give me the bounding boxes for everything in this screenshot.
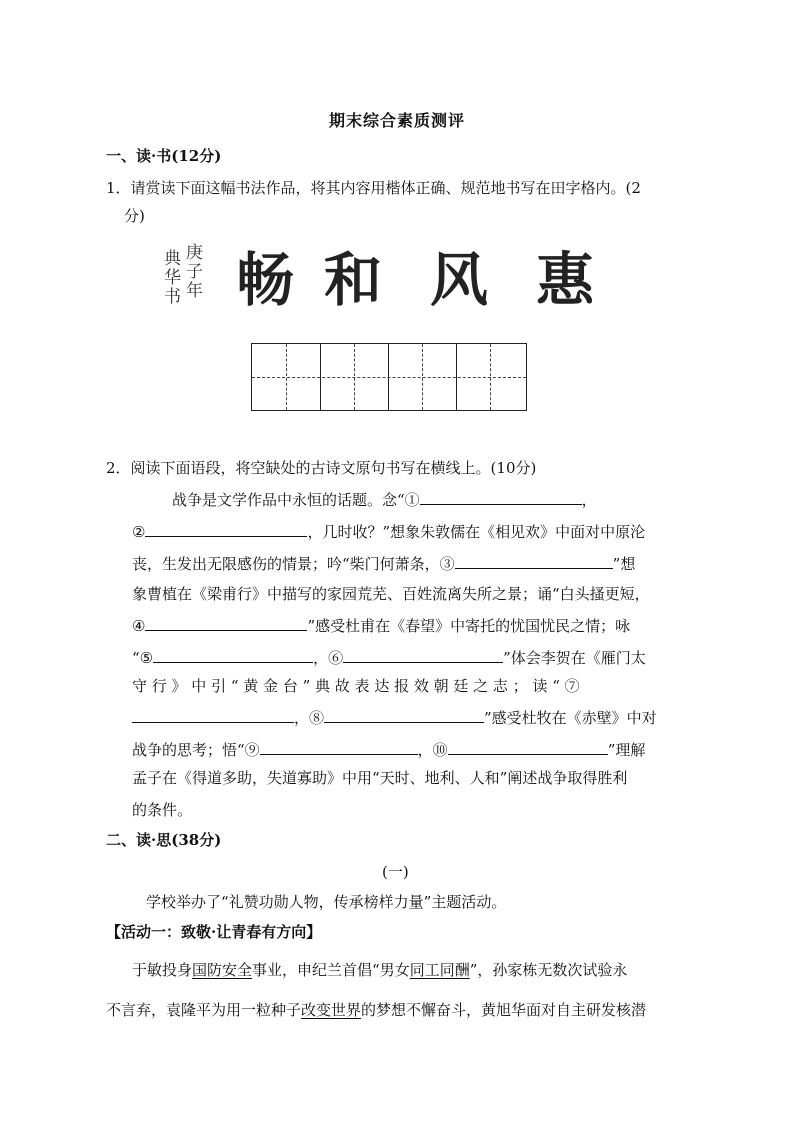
passage-line: 守 行 》 中 引 “ 黄 金 台 ” 典 故 表 达 报 效 朝 廷 之 志 ； 读 “ ⑦: [132, 677, 580, 695]
passage-line: 孟子在《得道多助，失道寡助》中用“天时、地利、人和”阐述战争取得胜利: [132, 769, 628, 787]
passage-line: 象曹植在《梁甫行》中描写的家园荒芜、百姓流离失所之景；诵“白头搔更短，: [132, 585, 650, 603]
answer-blank-2[interactable]: [145, 520, 307, 537]
question-1-score: 分): [124, 207, 145, 225]
answer-blank-5[interactable]: [153, 646, 313, 663]
part-label: (一): [382, 863, 409, 881]
section-heading-1: 一、读·书(12分): [106, 147, 222, 165]
calligraphy-char: 风: [430, 246, 489, 314]
answer-blank-3[interactable]: [455, 552, 613, 569]
passage-line: ，⑧ ”感受杜牧在《赤壁》中对: [132, 706, 657, 728]
calligraphy-char: 惠: [536, 246, 595, 314]
calligraphy-inscription-right: 典华书: [164, 249, 181, 307]
writing-grid[interactable]: [251, 343, 527, 411]
calligraphy-inscription-left: 庚子年: [186, 243, 203, 301]
passage-line: ② ，几时收？”想象朱敦儒在《相见欢》中面对中原沦: [132, 520, 645, 542]
calligraphy-char: 畅: [236, 246, 295, 314]
answer-blank-1[interactable]: [420, 488, 582, 505]
passage-line: 战争的思考；悟“⑨ ，⑩ ”理解: [132, 738, 645, 760]
activity-intro: 学校举办了“礼赞功勋人物，传承榜样力量”主题活动。: [146, 893, 507, 911]
activity-text-line: 不言弃，袁隆平为用一粒种子改变世界的梦想不懈奋斗，黄旭华面对自主研发核潜: [106, 1001, 647, 1019]
activity-text-line: 于敏投身国防安全事业，申纪兰首倡“男女同工同酬”，孙家栋无数次试验永: [132, 961, 628, 979]
calligraphy-artwork: [158, 236, 614, 328]
passage-line: 战争是文学作品中永恒的话题。念“① ，: [172, 488, 597, 510]
question-2-text: 2．阅读下面语段，将空缺处的古诗文原句书写在横线上。(10分): [106, 459, 537, 477]
answer-blank-9[interactable]: [260, 738, 418, 755]
answer-blank-8[interactable]: [324, 706, 484, 723]
passage-line: 丧，生发出无限感伤的情景；吟“柴门何萧条，③ ”想: [132, 552, 635, 574]
question-1-text: 1．请赏读下面这幅书法作品，将其内容用楷体正确、规范地书写在田字格内。(2: [106, 179, 641, 197]
answer-blank-4[interactable]: [145, 614, 307, 631]
passage-line: “⑤ ，⑥ ”体会李贺在《雁门太: [132, 646, 646, 668]
passage-line: 的条件。: [132, 801, 193, 819]
passage-line: ④ ”感受杜甫在《春望》中寄托的忧国忧民之情；咏: [132, 614, 630, 636]
activity-heading: 【活动一：致敬·让青春有方向】: [106, 923, 322, 941]
section-heading-2: 二、读·思(38分): [106, 831, 222, 849]
answer-blank-10[interactable]: [448, 738, 608, 755]
answer-blank-7[interactable]: [132, 706, 294, 723]
answer-blank-6[interactable]: [343, 646, 503, 663]
page-title: 期末综合素质测评: [328, 111, 465, 130]
calligraphy-char: 和: [324, 246, 383, 314]
